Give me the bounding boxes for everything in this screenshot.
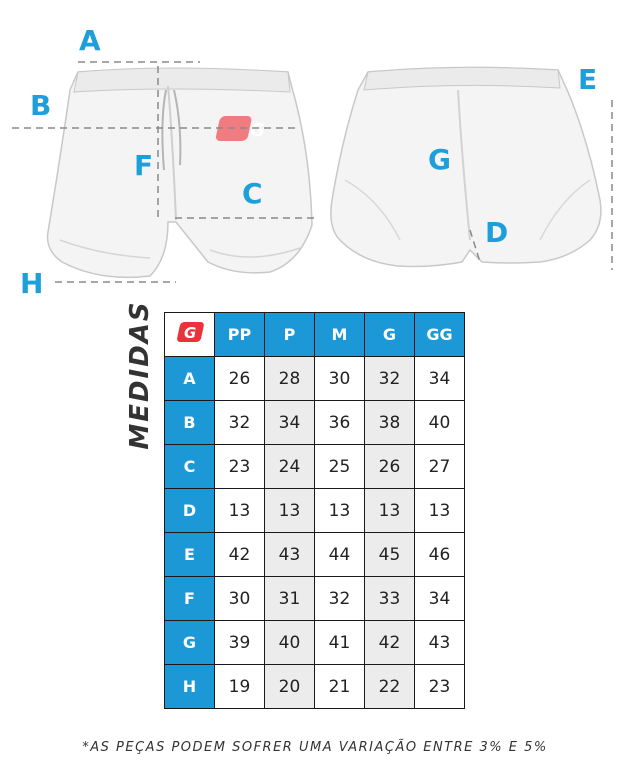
table-cell: 30 <box>215 577 265 621</box>
table-cell: 24 <box>265 445 315 489</box>
measure-label-c: C <box>242 177 263 210</box>
row-label: F <box>165 577 215 621</box>
row-label: A <box>165 357 215 401</box>
row-label: B <box>165 401 215 445</box>
table-cell: 32 <box>215 401 265 445</box>
table-cell: 13 <box>265 489 315 533</box>
svg-text:G: G <box>250 120 265 141</box>
table-cell: 21 <box>315 665 365 709</box>
measure-label-f: F <box>134 149 154 182</box>
measurements-title: MEDIDAS <box>125 300 155 450</box>
table-cell: 26 <box>215 357 265 401</box>
measure-label-a: A <box>79 24 101 57</box>
table-cell: 31 <box>265 577 315 621</box>
front-shorts-image <box>48 68 312 277</box>
table-cell: 34 <box>415 577 465 621</box>
table-row <box>165 489 465 533</box>
table-cell: 13 <box>215 489 265 533</box>
table-cell: 44 <box>315 533 365 577</box>
row-label: G <box>165 621 215 665</box>
table-cell: 36 <box>315 401 365 445</box>
table-cell: 32 <box>315 577 365 621</box>
table-cell: 34 <box>265 401 315 445</box>
table-cell: 33 <box>365 577 415 621</box>
table-cell: 13 <box>315 489 365 533</box>
table-cell: 41 <box>315 621 365 665</box>
table-row <box>165 445 465 489</box>
measure-label-d: D <box>485 216 509 249</box>
column-header-p: P <box>265 313 315 357</box>
table-cell: 43 <box>265 533 315 577</box>
table-cell: 34 <box>415 357 465 401</box>
table-cell: 27 <box>415 445 465 489</box>
row-label: C <box>165 445 215 489</box>
table-cell: 25 <box>315 445 365 489</box>
table-cell: 19 <box>215 665 265 709</box>
column-header-m: M <box>315 313 365 357</box>
back-shorts-image <box>331 63 601 266</box>
table-cell: 40 <box>265 621 315 665</box>
table-cell: 46 <box>415 533 465 577</box>
table-cell: 23 <box>415 665 465 709</box>
table-cell: 13 <box>415 489 465 533</box>
row-label: D <box>165 489 215 533</box>
table-header-row <box>165 313 465 357</box>
row-label: E <box>165 533 215 577</box>
column-header-g: G <box>365 313 415 357</box>
table-row <box>165 665 465 709</box>
table-cell: 45 <box>365 533 415 577</box>
table-cell: 20 <box>265 665 315 709</box>
table-logo-cell <box>165 313 215 357</box>
table-cell: 23 <box>215 445 265 489</box>
table-cell: 38 <box>365 401 415 445</box>
table-row <box>165 533 465 577</box>
measure-label-e: E <box>578 63 598 96</box>
svg-text:G: G <box>183 324 196 342</box>
brand-logo-icon <box>174 320 206 344</box>
variation-footnote: *AS PEÇAS PODEM SOFRER UMA VARIAÇÃO ENTRE 3% E 5% <box>82 740 548 755</box>
table-row <box>165 577 465 621</box>
row-label: H <box>165 665 215 709</box>
measure-label-b: B <box>30 89 52 122</box>
table-cell: 32 <box>365 357 415 401</box>
table-cell: 26 <box>365 445 415 489</box>
table-row <box>165 401 465 445</box>
table-cell: 28 <box>265 357 315 401</box>
measure-label-g: G <box>428 143 451 176</box>
size-table <box>164 312 465 709</box>
table-row <box>165 621 465 665</box>
table-cell: 22 <box>365 665 415 709</box>
table-cell: 43 <box>415 621 465 665</box>
table-cell: 30 <box>315 357 365 401</box>
table-cell: 42 <box>365 621 415 665</box>
column-header-pp: PP <box>215 313 265 357</box>
table-row <box>165 357 465 401</box>
table-cell: 13 <box>365 489 415 533</box>
table-cell: 40 <box>415 401 465 445</box>
table-cell: 39 <box>215 621 265 665</box>
column-header-gg: GG <box>415 313 465 357</box>
table-cell: 42 <box>215 533 265 577</box>
measure-label-h: H <box>20 267 44 300</box>
